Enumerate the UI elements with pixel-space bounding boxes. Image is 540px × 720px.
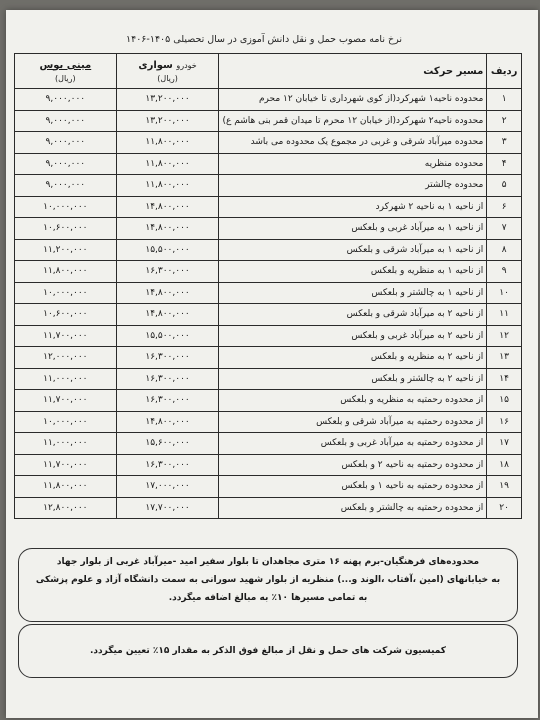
row-route: از محدوده رحمتیه به چالشتر و بلعکس (219, 497, 487, 519)
note1-line3: به تمامی مسیرها ۱۰٪ به مبالغ اضافه میگردد. (168, 593, 368, 603)
row-route: از ناحیه ۲ به میرآباد شرقی و بلعکس (219, 304, 487, 326)
row-bus-price: ۱۱,۸۰۰,۰۰۰ (15, 261, 117, 283)
row-index: ۱۰ (487, 282, 522, 304)
row-bus-price: ۱۰,۰۰۰,۰۰۰ (15, 196, 117, 218)
table-row (15, 175, 522, 197)
row-car-price: ۱۵,۵۰۰,۰۰۰ (116, 239, 219, 261)
row-bus-price: ۹,۰۰۰,۰۰۰ (15, 153, 117, 175)
table-row (15, 497, 522, 519)
row-route: محدوده ناحیه۲ شهرکرد(از خیابان ۱۲ محرم تا میدان قمر بنی هاشم ع) (219, 110, 487, 132)
row-car-price: ۱۱,۸۰۰,۰۰۰ (116, 175, 219, 197)
row-route: از ناحیه ۱ به منظریه و بلعکس (219, 261, 487, 283)
table-row (15, 411, 522, 433)
row-car-price: ۱۳,۲۰۰,۰۰۰ (116, 110, 219, 132)
row-index: ۸ (487, 239, 522, 261)
row-index: ۶ (487, 196, 522, 218)
table-row (15, 347, 522, 369)
table-row (15, 282, 522, 304)
row-bus-price: ۱۱,۷۰۰,۰۰۰ (15, 390, 117, 412)
header-bus-label: مینی بوس (39, 59, 92, 71)
note1-line2: به خیابانهای (امین ،آفتاب ،الوند و...) منظریه از بلوار شهید سورانی به سمت دانشگاه آزاد و علوم پزشکی (35, 575, 501, 585)
row-bus-price: ۱۱,۲۰۰,۰۰۰ (15, 239, 117, 261)
row-index: ۱۶ (487, 411, 522, 433)
row-bus-price: ۱۰,۶۰۰,۰۰۰ (15, 304, 117, 326)
row-bus-price: ۹,۰۰۰,۰۰۰ (15, 132, 117, 154)
row-car-price: ۱۵,۶۰۰,۰۰۰ (116, 433, 219, 455)
row-car-price: ۱۶,۳۰۰,۰۰۰ (116, 261, 219, 283)
row-car-price: ۱۷,۰۰۰,۰۰۰ (116, 476, 219, 498)
row-index: ۱۷ (487, 433, 522, 455)
row-route: از محدوده رحمتیه به ناحیه ۲ و بلعکس (219, 454, 487, 476)
document-title: نرخ نامه مصوب حمل و نقل دانش آموزی در سال تحصیلی ۱۴۰۵-۱۴۰۶ (125, 34, 402, 45)
row-bus-price: ۱۱,۰۰۰,۰۰۰ (15, 433, 117, 455)
row-car-price: ۱۴,۸۰۰,۰۰۰ (116, 411, 219, 433)
note-box-commission (18, 624, 518, 678)
row-route: از محدوده رحمتیه به میرآباد شرقی و بلعکس (219, 411, 487, 433)
table-row (15, 433, 522, 455)
row-route: از ناحیه ۱ به میرآباد شرقی و بلعکس (219, 239, 487, 261)
row-car-price: ۱۳,۲۰۰,۰۰۰ (116, 89, 219, 111)
row-index: ۱۳ (487, 347, 522, 369)
table-row (15, 110, 522, 132)
header-car-unit: (ریال) (157, 73, 178, 83)
row-bus-price: ۱۲,۸۰۰,۰۰۰ (15, 497, 117, 519)
row-route: از محدوده رحمتیه به منظریه و بلعکس (219, 390, 487, 412)
header-car-label: سواری (138, 59, 173, 71)
row-bus-price: ۱۱,۰۰۰,۰۰۰ (15, 368, 117, 390)
header-bus-unit: (ریال) (55, 73, 76, 83)
row-car-price: ۱۴,۸۰۰,۰۰۰ (116, 304, 219, 326)
row-bus-price: ۹,۰۰۰,۰۰۰ (15, 175, 117, 197)
row-car-price: ۱۴,۸۰۰,۰۰۰ (116, 196, 219, 218)
header-route: مسیر حرکت (219, 54, 487, 89)
row-route: از ناحیه ۱ به میرآباد غربی و بلعکس (219, 218, 487, 240)
row-route: محدوده منظریه (219, 153, 487, 175)
table-row (15, 261, 522, 283)
row-route: محدوده ناحیه۱ شهرکرد(از کوی شهرداری تا خیابان ۱۲ محرم (219, 89, 487, 111)
table-row (15, 368, 522, 390)
note1-line1: محدوده‌های فرهنگیان-برم پهنه ۱۶ متری مجاهدان تا بلوار سفیر امید -میرآباد غربی از بلوار جهاد (56, 557, 480, 567)
header-car-prefix: خودرو (176, 60, 197, 70)
row-bus-price: ۱۰,۶۰۰,۰۰۰ (15, 218, 117, 240)
row-car-price: ۱۵,۵۰۰,۰۰۰ (116, 325, 219, 347)
row-car-price: ۱۴,۸۰۰,۰۰۰ (116, 218, 219, 240)
row-route: از ناحیه ۲ به منظریه و بلعکس (219, 347, 487, 369)
row-index: ۷ (487, 218, 522, 240)
row-index: ۱ (487, 89, 522, 111)
row-bus-price: ۱۱,۸۰۰,۰۰۰ (15, 476, 117, 498)
row-route: از محدوده رحمتیه به میرآباد غربی و بلعکس (219, 433, 487, 455)
row-index: ۱۱ (487, 304, 522, 326)
row-car-price: ۱۱,۸۰۰,۰۰۰ (116, 153, 219, 175)
row-route: از ناحیه ۲ به چالشتر و بلعکس (219, 368, 487, 390)
row-index: ۴ (487, 153, 522, 175)
row-bus-price: ۹,۰۰۰,۰۰۰ (15, 89, 117, 111)
rates-table (14, 53, 522, 519)
table-row (15, 153, 522, 175)
table-row (15, 239, 522, 261)
row-index: ۲۰ (487, 497, 522, 519)
row-bus-price: ۱۰,۰۰۰,۰۰۰ (15, 411, 117, 433)
rates-table-body (15, 89, 522, 519)
row-bus-price: ۱۱,۷۰۰,۰۰۰ (15, 325, 117, 347)
note-box-extra-charge (18, 548, 518, 622)
row-route: از ناحیه ۱ به چالشتر و بلعکس (219, 282, 487, 304)
row-car-price: ۱۶,۳۰۰,۰۰۰ (116, 347, 219, 369)
row-route: از ناحیه ۱ به ناحیه ۲ شهرکرد (219, 196, 487, 218)
row-car-price: ۱۴,۸۰۰,۰۰۰ (116, 282, 219, 304)
header-bus (15, 54, 117, 89)
row-index: ۱۸ (487, 454, 522, 476)
row-index: ۵ (487, 175, 522, 197)
row-car-price: ۱۶,۳۰۰,۰۰۰ (116, 390, 219, 412)
row-route: محدوده چالشتر (219, 175, 487, 197)
row-car-price: ۱۱,۸۰۰,۰۰۰ (116, 132, 219, 154)
row-index: ۱۵ (487, 390, 522, 412)
table-row (15, 218, 522, 240)
table-row (15, 454, 522, 476)
row-route: محدوده میرآباد شرقی و غربی در مجموع یک محدوده می باشد (219, 132, 487, 154)
table-row (15, 89, 522, 111)
row-bus-price: ۱۱,۷۰۰,۰۰۰ (15, 454, 117, 476)
row-route: از محدوده رحمتیه به ناحیه ۱ و بلعکس (219, 476, 487, 498)
row-index: ۲ (487, 110, 522, 132)
note2-text: کمیسیون شرکت های حمل و نقل از مبالغ فوق الذکر به مقدار ۱۵٪ تعیین میگردد. (89, 646, 447, 656)
row-index: ۱۲ (487, 325, 522, 347)
row-car-price: ۱۷,۷۰۰,۰۰۰ (116, 497, 219, 519)
row-route: از ناحیه ۲ به میرآباد غربی و بلعکس (219, 325, 487, 347)
row-car-price: ۱۶,۳۰۰,۰۰۰ (116, 368, 219, 390)
row-bus-price: ۱۰,۰۰۰,۰۰۰ (15, 282, 117, 304)
row-index: ۳ (487, 132, 522, 154)
row-index: ۱۹ (487, 476, 522, 498)
table-row (15, 304, 522, 326)
header-index: ردیف (487, 54, 522, 89)
table-row (15, 390, 522, 412)
row-bus-price: ۹,۰۰۰,۰۰۰ (15, 110, 117, 132)
header-car (116, 54, 219, 89)
row-index: ۱۴ (487, 368, 522, 390)
row-bus-price: ۱۲,۰۰۰,۰۰۰ (15, 347, 117, 369)
row-car-price: ۱۶,۳۰۰,۰۰۰ (116, 454, 219, 476)
table-row (15, 132, 522, 154)
row-index: ۹ (487, 261, 522, 283)
table-row (15, 196, 522, 218)
table-row (15, 325, 522, 347)
table-row (15, 476, 522, 498)
